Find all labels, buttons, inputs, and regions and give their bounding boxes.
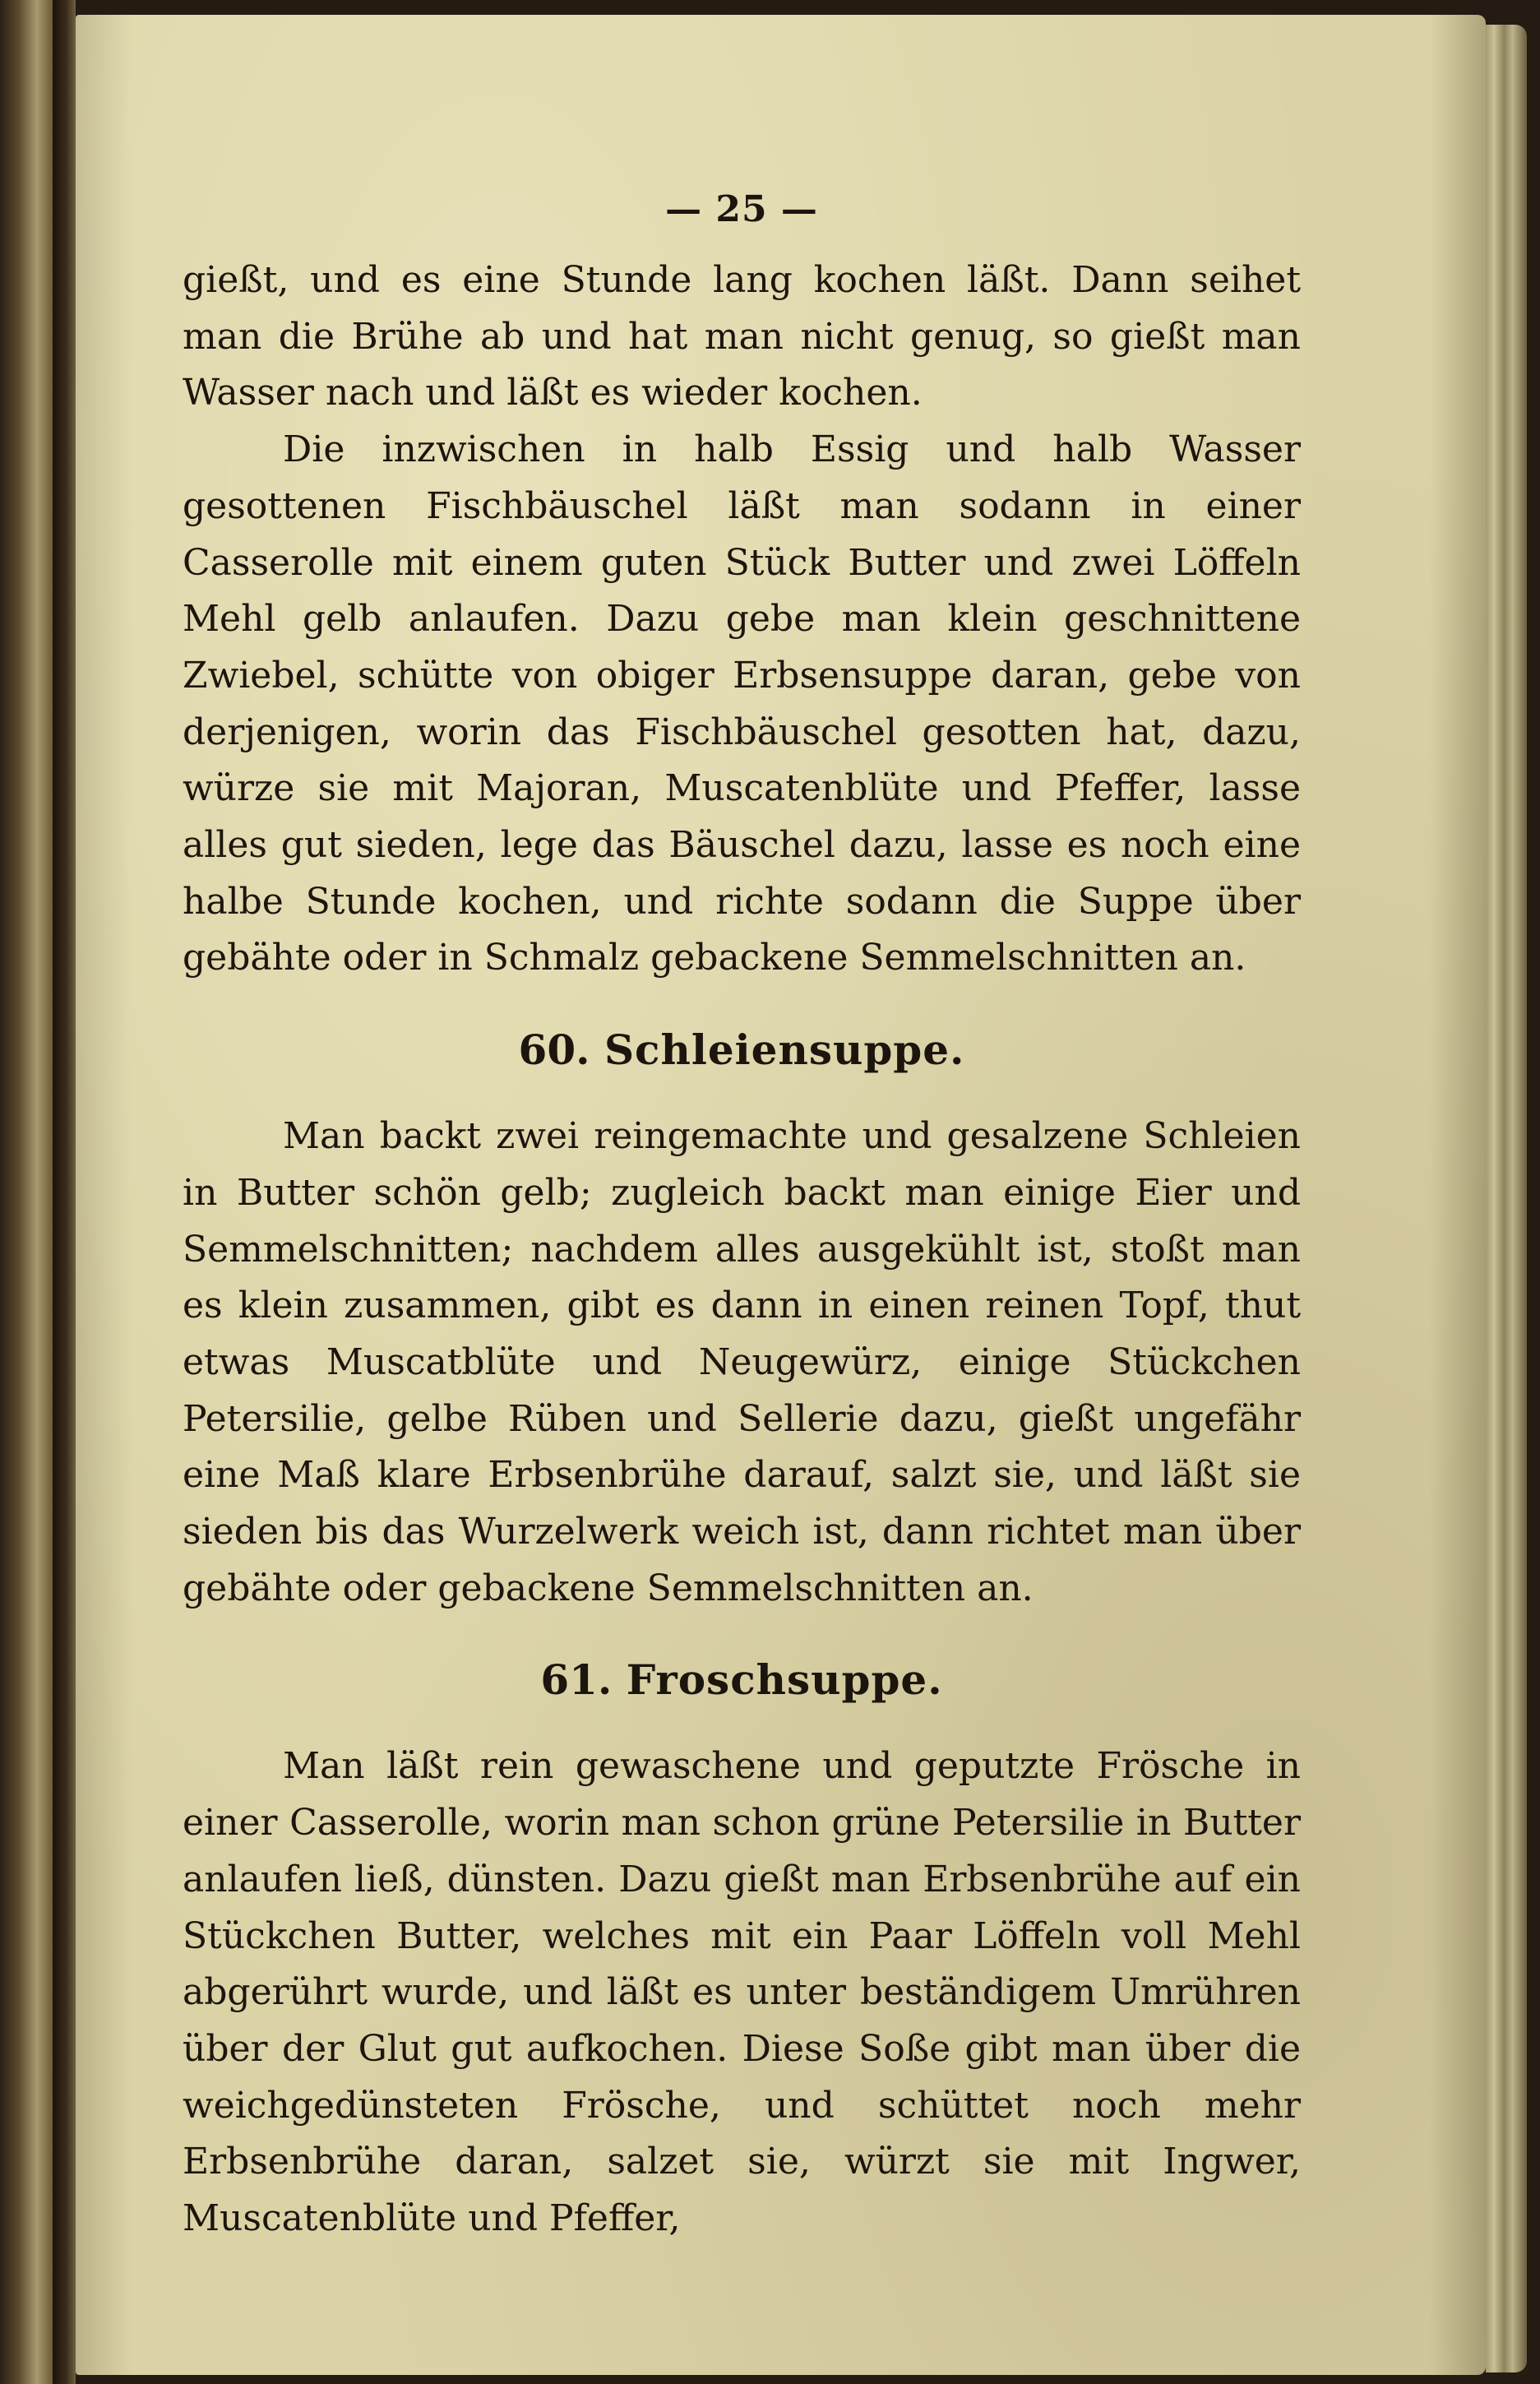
section-heading-61: [183, 1651, 1301, 1709]
page-block-edge: [1486, 25, 1527, 2372]
paragraph-fischbaeuschel: Die inzwischen in halb Essig und halb Wasser gesottenen Fischbäuschel läßt man sodann in einer Casserolle mit einem guten Stück Butter und zwei Löffeln Mehl gelb anlaufen. Dazu gebe man klein geschnittene Zwiebel, schütte von obiger Erbsensuppe daran, gebe von derjenigen, worin das Fischbäuschel gesotten hat, dazu, würze sie mit Majoran, Muscatenblüte und Pfeffer, lasse alles gut sieden, lege das Bäuschel dazu, lasse es noch eine halbe Stunde kochen, und richte sodann die Suppe über gebähte oder in Schmalz gebackene Semmelschnitten an.: [183, 428, 1301, 979]
facing-page-edge: [0, 0, 53, 2384]
section-title-61: Froschsuppe.: [626, 1655, 943, 1705]
section-number-61: 61.: [540, 1655, 613, 1705]
page-text-block: [183, 185, 1301, 2247]
section-heading-60: [183, 1021, 1301, 1079]
section-number-60: 60.: [518, 1025, 590, 1075]
page-number: — 25 —: [665, 188, 818, 230]
book-gutter: [53, 0, 76, 2384]
section-text-60: Man backt zwei reingemachte und gesalzene Schleien in Butter schön gelb; zugleich backt man einige Eier und Semmelschnitten; nachdem alles ausgekühlt ist, stoßt man es klein zusammen, gibt es dann in einen reinen Topf, thut etwas Muscatblüte und Neugewürz, einige Stückchen Petersilie, gelbe Rüben und Sellerie dazu, gießt ungefähr eine Maß klare Erbsenbrühe darauf, salzt sie, und läßt sie sieden bis das Wurzelwerk weich ist, dann richtet man über gebähte oder gebackene Semmelschnitten an.: [183, 1115, 1301, 1609]
section-text-61: Man läßt rein gewaschene und geputzte Frösche in einer Casserolle, worin man schon grüne Petersilie in Butter anlaufen ließ, dünsten. Dazu gießt man Erbsenbrühe auf ein Stückchen Butter, welches mit ein Paar Löffeln voll Mehl abgerührt wurde, und läßt es unter beständigem Umrühren über der Glut gut aufkochen. Diese Soße gibt man über die weichgedünsteten Frösche, und schüttet noch mehr Erbsenbrühe daran, salzet sie, würzt sie mit Ingwer, Muscatenblüte und Pfeffer,: [183, 1745, 1301, 2240]
section-title-60: Schleiensuppe.: [604, 1025, 965, 1075]
paragraph-continuation: gießt, und es eine Stunde lang kochen läßt. Dann seihet man die Brühe ab und hat man nicht genug, so gießt man Wasser nach und läßt es wieder kochen.: [183, 259, 1301, 414]
